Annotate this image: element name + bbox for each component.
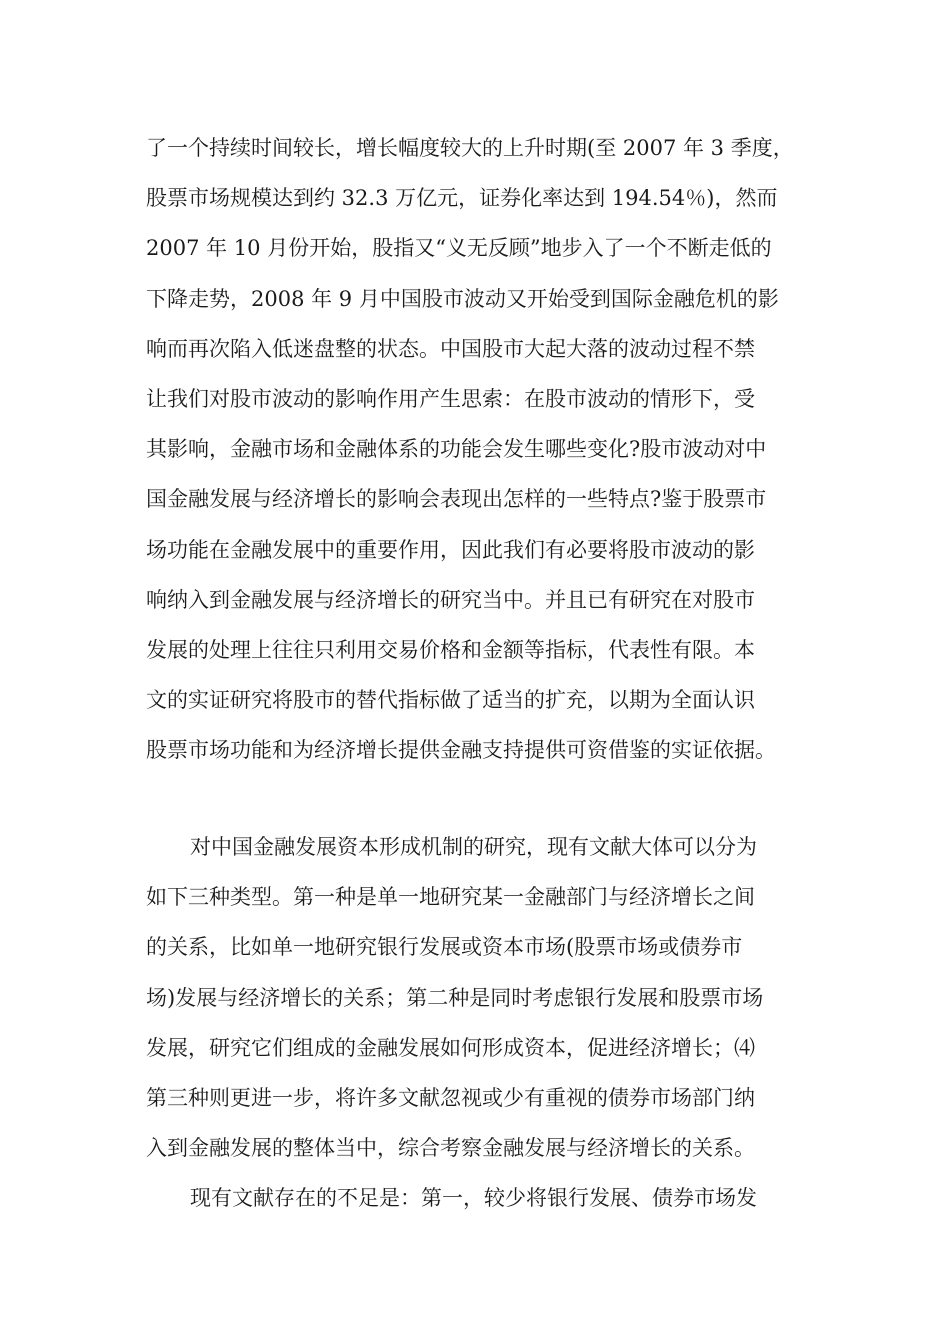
text-line: 让我们对股市波动的影响作用产生思索：在股市波动的情形下，受: [146, 386, 755, 411]
text-line: 响纳入到金融发展与经济增长的研究当中。并且已有研究在对股市: [146, 587, 755, 612]
paragraph-stock-market-volatility: [146, 123, 816, 775]
text-line: 场功能在金融发展中的重要作用，因此我们有必要将股市波动的影: [146, 537, 755, 562]
text-line: 文的实证研究将股市的替代指标做了适当的扩充，以期为全面认识: [146, 688, 755, 713]
text-line: 发展，研究它们组成的金融发展如何形成资本，促进经济增长；⑷: [146, 1035, 755, 1060]
text-line: 响而再次陷入低迷盘整的状态。中国股市大起大落的波动过程不禁: [146, 336, 755, 361]
text-line: 发展的处理上往往只利用交易价格和金额等指标，代表性有限。本: [146, 637, 755, 662]
text-line: 第三种则更进一步，将许多文献忽视或少有重视的债券市场部门纳: [146, 1085, 755, 1110]
text-line: 如下三种类型。第一种是单一地研究某一金融部门与经济增长之间: [146, 885, 755, 910]
text-line: 入到金融发展的整体当中，综合考察金融发展与经济增长的关系。: [146, 1136, 755, 1161]
text-line: 了一个持续时间较长，增长幅度较大的上升时期(至 2007 年 3 季度，: [146, 136, 794, 160]
text-line: 其影响，金融市场和金融体系的功能会发生哪些变化?股市波动对中: [146, 437, 767, 462]
text-line: 下降走势，2008 年 9 月中国股市波动又开始受到国际金融危机的影: [146, 286, 779, 311]
text-line: 场)发展与经济增长的关系；第二种是同时考虑银行发展和股票市场: [146, 985, 764, 1010]
text-line: 股票市场功能和为经济增长提供金融支持提供可资借鉴的实证依据。: [146, 738, 776, 763]
text-line: 现有文献存在的不足是：第一，较少将银行发展、债券市场发: [190, 1186, 757, 1211]
text-line: 2007 年 10 月份开始，股指又“义无反顾”地步入了一个不断走低的: [146, 236, 772, 261]
text-line: 的关系，比如单一地研究银行发展或资本市场(股票市场或债券市: [146, 935, 743, 960]
text-line: 股票市场规模达到约 32.3 万亿元，证券化率达到 194.54％)，然而: [146, 186, 778, 211]
text-line: 对中国金融发展资本形成机制的研究，现有文献大体可以分为: [190, 835, 757, 859]
paragraph-literature-review: [146, 822, 816, 1224]
text-line: 国金融发展与经济增长的影响会表现出怎样的一些特点?鉴于股票市: [146, 487, 767, 512]
